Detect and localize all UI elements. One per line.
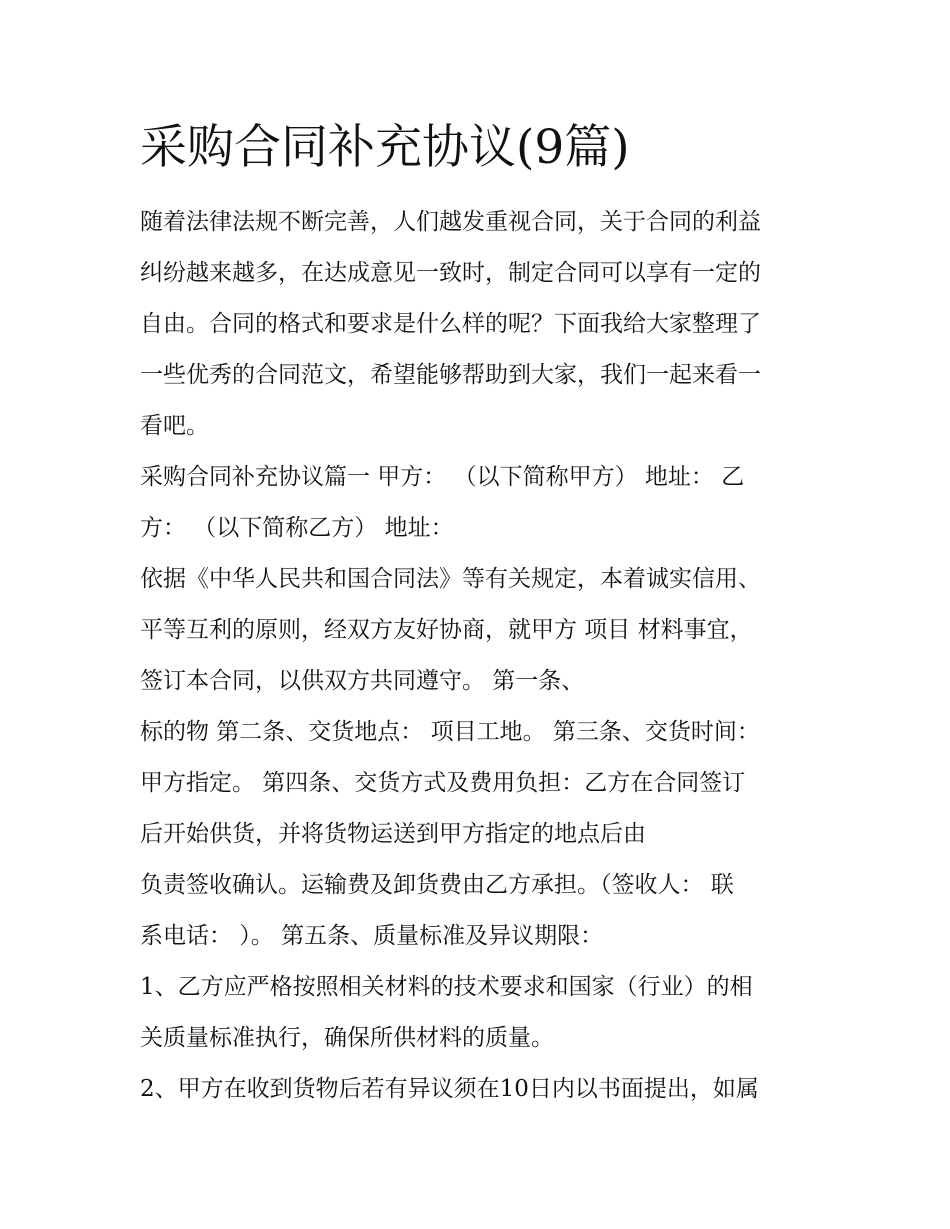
body-line: 1、乙方应严格按照相关材料的技术要求和国家（行业）的相 [140,974,753,1000]
body-line: 一些优秀的合同范文，希望能够帮助到大家，我们一起来看一 [140,362,761,388]
body-line: 随着法律法规不断完善，人们越发重视合同，关于合同的利益 [140,209,761,235]
body-line: 纠纷越来越多，在达成意见一致时，制定合同可以享有一定的 [140,260,761,286]
body-line: 签订本合同，以供双方共同遵守。 第一条、 [140,668,585,694]
body-line: 采购合同补充协议篇一 甲方： （以下简称甲方） 地址： 乙 [140,464,745,490]
body-line: 甲方指定。 第四条、交货方式及费用负担：乙方在合同签订 [140,770,746,796]
body-line: 2、甲方在收到货物后若有异议须在10日内以书面提出，如属 [140,1076,759,1102]
body-line: 后开始供货，并将货物运送到甲方指定的地点后由 [140,821,646,847]
body-line: 系电话： ）。 第五条、质量标准及异议期限： [140,923,604,949]
body-line: 依据《中华人民共和国合同法》等有关规定，本着诚实信用、 [140,566,761,592]
document-title: 采购合同补充协议(9篇) [140,120,630,175]
body-line: 负责签收确认。运输费及卸货费由乙方承担。（签收人： 联 [140,872,734,898]
body-line: 标的物 第二条、交货地点： 项目工地。 第三条、交货时间： [140,719,760,745]
body-line: 自由。合同的格式和要求是什么样的呢？下面我给大家整理了 [140,311,761,337]
body-line: 平等互利的原则，经双方友好协商，就甲方 项目 材料事宜， [140,617,753,643]
body-line: 看吧。 [140,413,209,439]
body-line: 方： （以下简称乙方） 地址： [140,515,454,541]
body-line: 关质量标准执行，确保所供材料的质量。 [140,1025,554,1051]
